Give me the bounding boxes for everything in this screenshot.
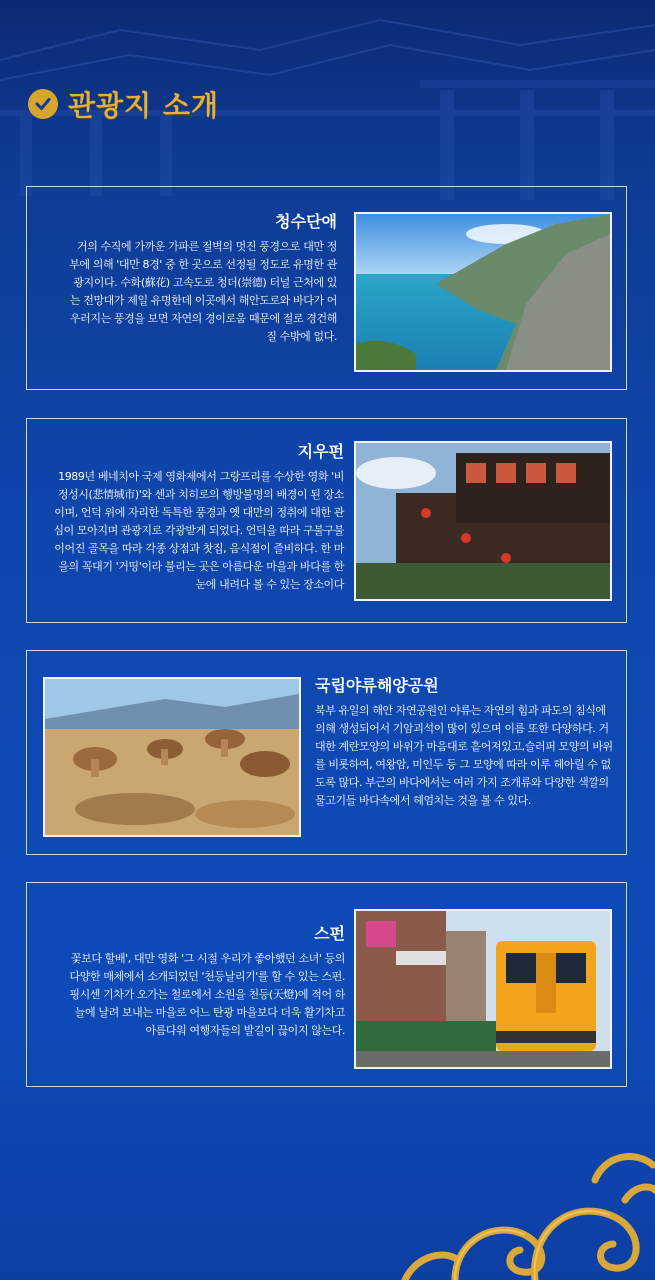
cliff-coast-photo: [354, 212, 612, 372]
attraction-description: 꽃보다 할배', 대만 영화 '그 시절 우리가 좋아했던 소녀' 등의 다양한 매체에서 소개되었던 '천등날리기'를 할 수 있는 스펀. 핑시센 기차가 오가는 철로에서 소원을 천등(天燈)에 적어 하늘에 날려 보내는 마을로 어느 탄광 마을보다 더욱 활기차고 아름다워 여행자들의 발길이 끊이지 않는다.: [69, 952, 345, 1037]
teahouse-lanterns-photo: [354, 441, 612, 601]
attraction-card-jiufen: [26, 418, 627, 623]
attraction-name: 스펀: [314, 924, 345, 943]
train-street-photo: [354, 909, 612, 1069]
attraction-card-cliff: [26, 186, 627, 390]
attraction-description: 북부 유일의 해안 자연공원인 야류는 자연의 힘과 파도의 침식에 의해 생성되어서 기암괴석이 많이 있으며 이름 또한 다양하다. 거대한 계란모양의 바위가 마음대로 흩어져있고,슬러퍼 모양의 바위를 비롯하여, 여왕암, 미인두 등 그 모양에 따라 이루 헤아릴 수 없도록 많다. 부근의 바다에서는 여러 가지 조개류와 다양한 색깔의 물고기들 바다속에서 헤엄치는 것을 볼 수 있다.: [315, 704, 613, 807]
rock-formations-photo: [43, 677, 301, 837]
section-header: [28, 84, 219, 124]
attraction-card-shifen: [26, 882, 627, 1087]
attraction-description: 1989년 베네치아 국제 영화제에서 그랑프리를 수상한 영화 '비정성시(悲情城市)'와 센과 치히로의 행방불명의 배경이 된 장소이며, 언덕 위에 자리한 독특한 풍경과 옛 대만의 정취에 대한 관심이 모아지며 관광지로 각광받게 되었다. 언덕을 따라 구불구불 이어진 골목을 따라 각종 상점과 찻집, 음식점이 즐비하다. 한 마을의 꼭대기 '거띵'이라 불리는 곳은 아름다운 마을과 바다를 한눈에 내려다 볼 수 있는 장소이다: [53, 470, 344, 591]
attraction-name: 청수단애: [275, 212, 337, 231]
attraction-name: 국립야류해양공원: [315, 676, 439, 695]
cloud-swirl-ornament: [395, 1140, 655, 1280]
checkmark-icon: [28, 89, 58, 119]
attraction-card-yehliu: [26, 650, 627, 855]
attraction-name: 지우펀: [297, 442, 344, 461]
section-title: 관광지 소개: [68, 89, 219, 122]
attraction-description: 거의 수직에 가까운 가파른 절벽의 멋진 풍경으로 대만 정부에 의해 '대만 8경' 중 한 곳으로 선정될 정도로 유명한 관광지이다. 수화(蘇花) 고속도로 청더(崇德) 터널 근처에 있는 전망대가 제일 유명한데 이곳에서 해안도로와 바다가 어우러지는 풍경을 보면 자연의 경이로움 때문에 절로 경건해질 수밖에 없다.: [69, 240, 337, 343]
